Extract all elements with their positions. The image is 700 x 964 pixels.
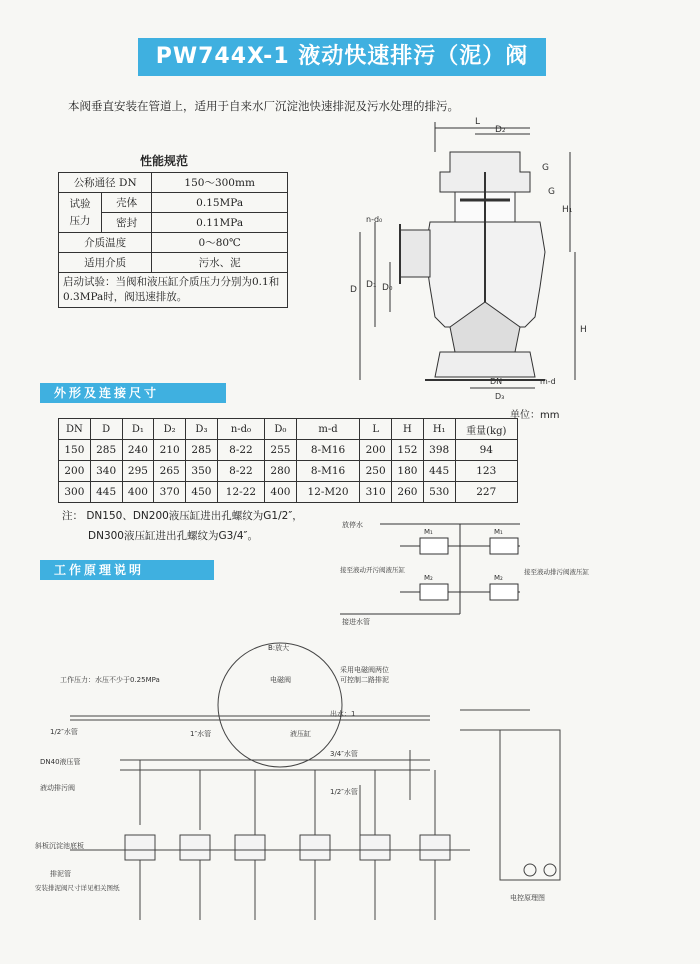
dims-unit: 单位：mm bbox=[510, 410, 560, 421]
table-cell: 285 bbox=[90, 440, 122, 461]
table-row bbox=[59, 440, 518, 461]
spec-test-label-2: 压力 bbox=[69, 214, 91, 227]
spec-test-label-1: 试验 bbox=[69, 197, 91, 210]
sys-label-solenoid: 电磁阀 bbox=[270, 676, 291, 684]
table-cell: 8-22 bbox=[217, 440, 264, 461]
ctrl-label-to-cyl-2: 接至液动排污阀液压缸 bbox=[524, 568, 589, 576]
valve-label-D: D bbox=[350, 285, 357, 295]
table-cell: 350 bbox=[186, 461, 218, 482]
table-cell: 285 bbox=[186, 440, 218, 461]
sys-label-sludge-pipe: 排泥管 bbox=[50, 870, 71, 878]
spec-temp-label: 介质温度 bbox=[59, 233, 152, 253]
valve-label-D2: D₂ bbox=[495, 125, 506, 135]
note-line-2: DN300液压缸进出孔螺纹为G3/4″。 bbox=[88, 530, 258, 542]
table-cell: 180 bbox=[392, 461, 424, 482]
table-cell: 260 bbox=[392, 482, 424, 503]
dims-header: D₃ bbox=[186, 419, 218, 440]
sys-label-1in-pipe: 1″水管 bbox=[190, 730, 212, 738]
valve-label-md: m-d bbox=[540, 377, 556, 386]
spec-dn-value: 150～300mm bbox=[152, 173, 288, 193]
sys-circle-label: B:放大 bbox=[268, 644, 290, 652]
table-cell: 8-M16 bbox=[296, 440, 359, 461]
dims-header-row bbox=[59, 419, 518, 440]
spec-media-value: 污水、泥 bbox=[152, 253, 288, 273]
sys-label-cylinder: 液压缸 bbox=[290, 730, 311, 738]
spec-seal-label: 密封 bbox=[102, 213, 152, 233]
spec-shell-label: 壳体 bbox=[102, 193, 152, 213]
table-cell: 265 bbox=[154, 461, 186, 482]
sys-label-install: 安装排泥阀尺寸详见相关图纸 bbox=[35, 884, 120, 892]
table-cell: 12-22 bbox=[217, 482, 264, 503]
dims-header: H bbox=[392, 419, 424, 440]
spec-temp-value: 0～80℃ bbox=[152, 233, 288, 253]
spec-dn-label: 公称通径 DN bbox=[59, 173, 152, 193]
table-cell: 310 bbox=[360, 482, 392, 503]
sys-top-note-2: 可控制二路排泥 bbox=[340, 676, 389, 684]
ctrl-label-m2b: M₂ bbox=[494, 574, 503, 582]
table-cell: 94 bbox=[455, 440, 517, 461]
dims-header: L bbox=[360, 419, 392, 440]
table-cell: 530 bbox=[423, 482, 455, 503]
valve-label-D1: D₁ bbox=[366, 280, 377, 290]
work-section-title: 工作原理说明 bbox=[40, 560, 214, 580]
sys-label-dn40: DN40液压管 bbox=[40, 758, 81, 766]
table-cell: 400 bbox=[265, 482, 297, 503]
sys-label-12-pipe: 1/2″水管 bbox=[330, 788, 358, 796]
note-line-1: 注： DN150、DN200液压缸进出孔螺纹为G1/2″， bbox=[62, 510, 303, 522]
dims-header: m-d bbox=[296, 419, 359, 440]
table-cell: 280 bbox=[265, 461, 297, 482]
dims-header: 重量(kg) bbox=[455, 419, 517, 440]
table-cell: 370 bbox=[154, 482, 186, 503]
table-cell: 250 bbox=[360, 461, 392, 482]
dims-header: D₀ bbox=[265, 419, 297, 440]
valve-label-H: H bbox=[580, 325, 587, 335]
table-cell: 150 bbox=[59, 440, 91, 461]
table-cell: 227 bbox=[455, 482, 517, 503]
dims-header: D₂ bbox=[154, 419, 186, 440]
ctrl-label-m2a: M₂ bbox=[424, 574, 433, 582]
table-cell: 400 bbox=[122, 482, 154, 503]
table-cell: 295 bbox=[122, 461, 154, 482]
sys-label-pressure: 工作压力：水压不少于0.25MPa bbox=[60, 676, 160, 684]
spec-caption: 性能规范 bbox=[140, 154, 189, 168]
dims-section-title: 外形及连接尺寸 bbox=[40, 383, 226, 403]
dims-header: D₁ bbox=[122, 419, 154, 440]
dims-header: n-d₀ bbox=[217, 419, 264, 440]
dims-header: DN bbox=[59, 419, 91, 440]
table-cell: 398 bbox=[423, 440, 455, 461]
table-cell: 123 bbox=[455, 461, 517, 482]
spec-test-pressure-label bbox=[59, 193, 102, 233]
ctrl-label-to-cyl-1: 接至液动开污阀液压缸 bbox=[340, 566, 405, 574]
spec-shell-value: 0.15MPa bbox=[152, 193, 288, 213]
sys-top-note-1: 采用电磁阀两位 bbox=[340, 666, 389, 674]
table-cell: 210 bbox=[154, 440, 186, 461]
table-cell: 255 bbox=[265, 440, 297, 461]
page-title: PW744X-1 液动快速排污（泥）阀 bbox=[138, 38, 546, 76]
valve-label-L: L bbox=[475, 117, 481, 127]
valve-label-nd0: n-d₀ bbox=[366, 215, 383, 224]
table-cell: 8-22 bbox=[217, 461, 264, 482]
sys-label-half-pipe: 1/2″水管 bbox=[50, 728, 78, 736]
valve-label-G1: G bbox=[542, 163, 549, 173]
dims-table bbox=[58, 418, 518, 503]
valve-label-D0: D₀ bbox=[382, 283, 393, 293]
sys-label-outlet: 出水：1 bbox=[330, 710, 356, 718]
intro-text: 本阀垂直安装在管道上，适用于自来水厂沉淀池快速排泥及污水处理的排污。 bbox=[68, 99, 459, 113]
ctrl-label-m1b: M₁ bbox=[494, 528, 503, 536]
ctrl-label-drain: 放停水 bbox=[342, 521, 363, 529]
table-cell: 300 bbox=[59, 482, 91, 503]
table-cell: 240 bbox=[122, 440, 154, 461]
table-cell: 152 bbox=[392, 440, 424, 461]
dims-header: D bbox=[90, 419, 122, 440]
table-cell: 12-M20 bbox=[296, 482, 359, 503]
valve-label-D3: D₃ bbox=[495, 392, 505, 401]
table-cell: 340 bbox=[90, 461, 122, 482]
ctrl-label-inlet: 接进水管 bbox=[342, 618, 370, 626]
valve-label-H1: H₁ bbox=[562, 205, 573, 215]
valve-section-drawing bbox=[330, 112, 680, 402]
spec-note: 启动试验：当阀和液压缸介质压力分别为0.1和0.3MPa时，阀迅速排放。 bbox=[59, 273, 288, 308]
table-cell: 445 bbox=[90, 482, 122, 503]
valve-label-DN: DN bbox=[490, 377, 503, 386]
sys-label-tank-floor: 斜板沉淀池底板 bbox=[35, 842, 84, 850]
wiring-caption: 电控原理图 bbox=[510, 894, 545, 902]
table-row bbox=[59, 461, 518, 482]
table-cell: 200 bbox=[59, 461, 91, 482]
sys-label-valve: 液动排污阀 bbox=[40, 784, 75, 792]
table-cell: 450 bbox=[186, 482, 218, 503]
spec-table bbox=[58, 172, 288, 308]
sys-label-34-pipe: 3/4″水管 bbox=[330, 750, 358, 758]
table-row bbox=[59, 482, 518, 503]
spec-seal-value: 0.11MPa bbox=[152, 213, 288, 233]
dims-header: H₁ bbox=[423, 419, 455, 440]
table-cell: 200 bbox=[360, 440, 392, 461]
system-diagram bbox=[30, 640, 670, 940]
table-cell: 445 bbox=[423, 461, 455, 482]
control-valve-diagram bbox=[340, 514, 620, 634]
valve-label-G2: G bbox=[548, 187, 555, 197]
spec-media-label: 适用介质 bbox=[59, 253, 152, 273]
ctrl-label-m1a: M₁ bbox=[424, 528, 433, 536]
table-cell: 8-M16 bbox=[296, 461, 359, 482]
